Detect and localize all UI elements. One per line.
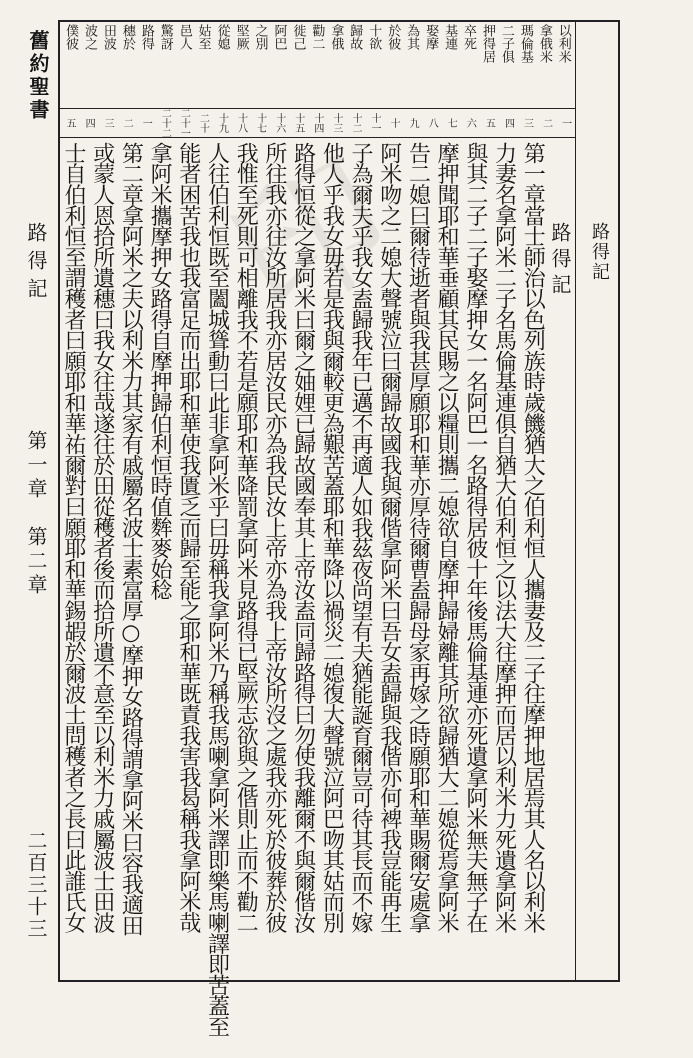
- text-column: 他人乎我女毋若是我與爾較更為艱苦蓋耶和華降以禍災二媳復大聲號泣阿巴吻其姑而別: [319, 142, 345, 933]
- verse-number: 十一: [369, 113, 380, 133]
- verse-number: 一: [140, 118, 152, 128]
- verse-number: 九: [407, 118, 419, 128]
- verse-number: 十四: [311, 113, 323, 133]
- note-column: 徙己: [290, 24, 306, 50]
- note-column: 基連: [442, 24, 458, 50]
- marginal-notes: [64, 24, 570, 104]
- verse-number: 二: [121, 118, 133, 128]
- text-column: 能者困苦我也我富足而出耶和華使我匱乏而歸至能之耶和華既責我害我曷稱我拿阿米哉: [175, 142, 201, 933]
- chapter-range: 第一章 第二章: [24, 430, 48, 598]
- verse-number: 十七: [254, 113, 266, 133]
- verse-number: 三: [521, 118, 533, 128]
- note-column: 堅厥: [233, 24, 249, 50]
- text-column: 人往伯利恒既至闔城聳動曰此非拿阿米乎曰毋稱我拿阿米乃稱我馬喇拿阿米譯即樂馬喇譯即苦蓋至: [204, 142, 230, 1037]
- note-column: 田波: [100, 24, 116, 50]
- verse-number: 二十一: [178, 108, 190, 138]
- text-column: 第二章拿阿米之夫以利米力其家有戚屬名波士素富厚○摩押女路得謂拿阿米曰容我適田: [118, 142, 144, 936]
- note-column: 勸二: [309, 24, 325, 50]
- note-column: 歸故: [347, 24, 363, 50]
- page-number: 二百三十三: [24, 830, 48, 940]
- note-column: 拿俄: [328, 24, 344, 50]
- margin-divider: [575, 20, 576, 982]
- note-column: 娶摩: [423, 24, 439, 50]
- verse-number-rule: [58, 137, 575, 138]
- note-column: 以利米: [555, 24, 571, 63]
- note-column: 穗於: [119, 24, 135, 50]
- note-column: 瑪倫基: [517, 24, 533, 63]
- verse-number: 四: [502, 118, 514, 128]
- verse-number: 二: [540, 118, 552, 128]
- verse-number: 十二: [349, 113, 361, 133]
- note-column: 僕彼: [63, 24, 78, 50]
- note-column: 從媳: [214, 24, 230, 50]
- note-column: 驚訝: [157, 24, 173, 50]
- verse-number: 四: [83, 118, 95, 128]
- verse-number: 十六: [273, 113, 285, 133]
- verse-number: 五: [64, 118, 75, 128]
- note-column: 邑人: [176, 24, 192, 50]
- text-column: 阿米吻之二媳大聲號泣曰爾歸故國我與爾偕拿阿米曰吾女盍歸與我偕亦何裨我豈能再生: [376, 142, 402, 933]
- note-column: 為其: [404, 24, 420, 50]
- text-column: 所往我亦往汝所居我亦居汝民亦為我民汝上帝亦為我上帝汝所沒之處我亦死於彼葬於彼: [261, 142, 287, 933]
- text-column: 子為爾夫乎我女盍歸我年已邁不再適人如我茲夜尚望有夫猶能誕育爾豈可待其長而不嫁: [348, 142, 374, 933]
- text-column: 摩押聞耶和華垂顧其民賜之以糧則攜二媳欲自摩押歸婦離其所欲歸猶大二媳從焉拿阿米: [434, 142, 460, 933]
- note-column: 於彼: [385, 24, 401, 50]
- text-column: 士自伯利恒至謂穫者曰願耶和華祐爾對曰願耶和華錫嘏於爾波士問穫者之長曰此誰氏女: [61, 142, 86, 933]
- verse-number: 七: [445, 118, 457, 128]
- book-title: 舊約聖書: [26, 30, 50, 122]
- text-column: 路得恒從之拿阿米曰爾之妯娌已歸故國奉其上帝汝盍同歸路得曰勿使我離爾不與爾偕汝: [290, 142, 316, 933]
- note-column: 姑至: [195, 24, 211, 50]
- text-column: 拿阿米攜摩押女路得自摩押歸伯利恒時值麰麥始稔: [147, 142, 173, 600]
- text-column: 或蒙人恩拾所遺穗曰我女往哉遂往於田從穫者後而拾所遺不意至以利米力戚屬波士田波: [89, 142, 115, 933]
- note-column: 拿俄米: [536, 24, 552, 63]
- verse-number: 八: [426, 118, 438, 128]
- note-column: 之別: [252, 24, 268, 50]
- text-column: 與其二子二子娶摩押女一名阿巴一名路得居彼十年後馬倫基連亦死遺拿阿米無夫無子在: [462, 142, 488, 933]
- verse-number: 五: [483, 118, 495, 128]
- text-column: 告二媳曰爾待逝者與我甚厚願耶和華亦厚待爾曹盍歸母家再嫁之時願耶和華賜爾安處拿: [405, 142, 431, 933]
- verse-number-band: [64, 108, 571, 138]
- verse-number: 十五: [292, 113, 304, 133]
- library-watermark: 印: [203, 127, 421, 353]
- text-column: 力妻名拿阿米二子名馬倫基連俱自猶大伯利恒之以法大往摩押而居以利米力死遺拿阿米: [491, 142, 517, 933]
- verse-number: 六: [464, 118, 476, 128]
- note-column: 二子俱: [498, 24, 514, 63]
- note-column: 路得: [138, 24, 154, 50]
- verse-number: 二十: [197, 113, 209, 133]
- text-heading-column: 路得記: [547, 222, 572, 300]
- verse-number: 十九: [216, 113, 228, 133]
- main-text: [61, 142, 572, 1037]
- note-column: 阿巴: [271, 24, 287, 50]
- verse-number: 十八: [235, 113, 247, 133]
- verse-number: 三: [102, 118, 114, 128]
- text-column: 第一章當士師治以色列族時歲饑猶大之伯利恒人攜妻及二子往摩押地居焉其人名以利米: [520, 142, 546, 933]
- note-column: 押得居: [479, 24, 495, 63]
- section-title: 路得記: [24, 222, 48, 306]
- text-column: 我惟至死則可相離我不若是願耶和華降罰拿阿米見路得已堅厥志欲與之偕則止而不勸二: [233, 142, 259, 933]
- verse-number: 十: [388, 118, 400, 128]
- running-title: 路得記: [589, 222, 610, 282]
- notes-rule: [58, 108, 575, 109]
- note-column: 卒死: [461, 24, 477, 50]
- verse-number: 一: [559, 118, 571, 128]
- verse-number: 十三: [330, 113, 342, 133]
- verse-number: 二十二: [159, 108, 171, 138]
- note-column: 十欲: [366, 24, 382, 50]
- note-column: 波之: [81, 24, 97, 50]
